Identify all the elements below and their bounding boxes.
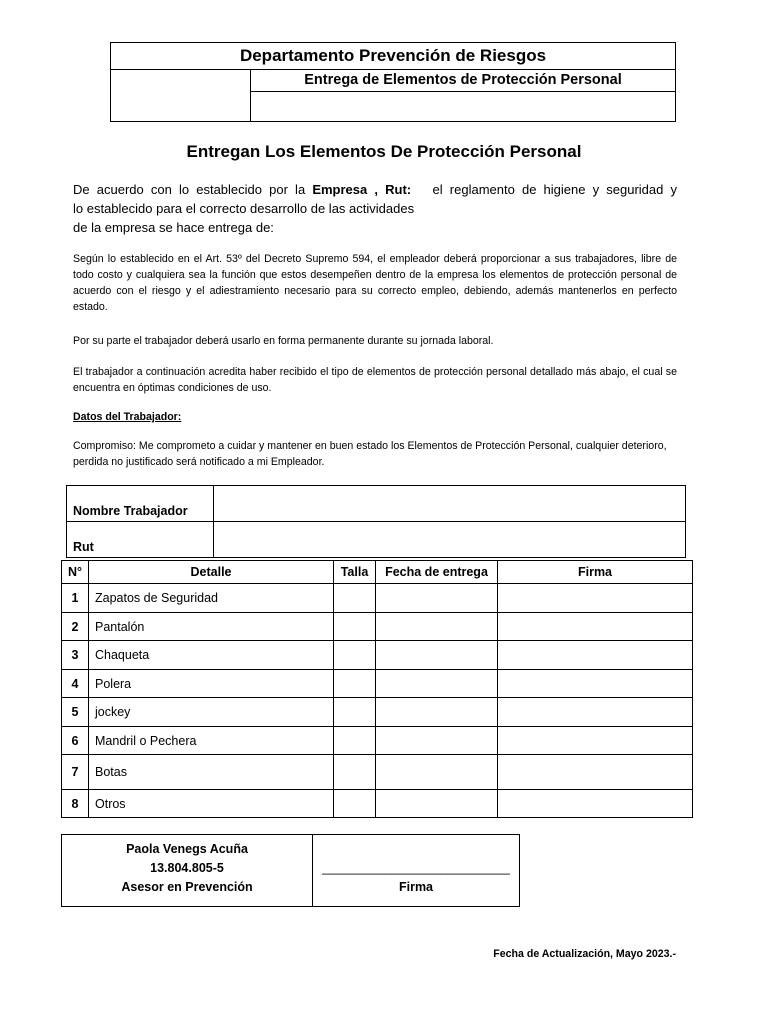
worker-name-label: Nombre Trabajador [67,486,214,522]
table-row [62,613,693,641]
row-signature-cell[interactable] [498,755,693,790]
table-row [62,727,693,755]
row-signature-cell[interactable] [498,727,693,755]
row-detail: Mandril o Pechera [89,727,334,755]
advisor-role: Asesor en Prevención [121,880,253,894]
row-date-cell[interactable] [376,790,498,818]
row-size-cell[interactable] [334,698,376,727]
col-size: Talla [334,561,376,584]
table-row [62,755,693,790]
row-number: 1 [62,584,89,613]
signature-line: ___________________________ [322,861,510,875]
row-size-cell[interactable] [334,584,376,613]
col-number: N° [62,561,89,584]
advisor-cell [62,835,313,907]
row-date-cell[interactable] [376,641,498,670]
col-signature: Firma [498,561,693,584]
row-detail: Botas [89,755,334,790]
row-detail: Otros [89,790,334,818]
row-signature-cell[interactable] [498,584,693,613]
row-size-cell[interactable] [334,641,376,670]
row-number: 8 [62,790,89,818]
legal-paragraph: Según lo establecido en el Art. 53º del Decreto Supremo 594, el empleador deberá proporcionar a sus trabajadores, libre de todo costo y cualquiera sea la función que estos desempeñen dentro de la empresa los elementos de protección personal de acuerdo con el riesgo y el adiestramiento necesario para su correcto empleo, debiendo, además mantenerlos en perfecto estado. [73,253,677,313]
items-header-row [62,561,693,584]
table-row [62,584,693,613]
row-size-cell[interactable] [334,670,376,698]
table-row [62,790,693,818]
intro-part2b: lo establecido para el correcto desarrollo de las actividades [73,201,415,216]
row-signature-cell[interactable] [498,670,693,698]
row-number: 6 [62,727,89,755]
row-detail: Chaqueta [89,641,334,670]
datos-heading: Datos del Trabajador: [73,411,182,423]
signature-table [61,834,520,907]
header-box [110,42,676,122]
department-title: Departamento Prevención de Riesgos [111,43,675,70]
signature-cell[interactable] [313,835,520,907]
table-row [62,641,693,670]
acknowledge-paragraph: El trabajador a continuación acredita haber recibido el tipo de elementos de protección personal detallado más abajo, el cual se encuentra en óptimas condiciones de uso. [73,366,677,394]
document-subtitle: Entrega de Elementos de Protección Personal [251,69,675,92]
intro-part2a: el reglamento de higiene y seguridad y [432,182,677,197]
worker-rut-field[interactable] [214,522,686,558]
row-date-cell[interactable] [376,755,498,790]
row-number: 3 [62,641,89,670]
row-size-cell[interactable] [334,727,376,755]
row-date-cell[interactable] [376,698,498,727]
worker-table [66,485,686,558]
row-detail: Polera [89,670,334,698]
row-number: 4 [62,670,89,698]
row-number: 5 [62,698,89,727]
row-signature-cell[interactable] [498,790,693,818]
page-title: Entregan Los Elementos De Protección Personal [186,142,582,161]
row-signature-cell[interactable] [498,641,693,670]
table-row [62,670,693,698]
row-size-cell[interactable] [334,613,376,641]
update-date: Fecha de Actualización, Mayo 2023.- [493,948,676,960]
row-date-cell[interactable] [376,613,498,641]
row-date-cell[interactable] [376,727,498,755]
intro-paragraph [73,180,677,237]
usage-paragraph: Por su parte el trabajador deberá usarlo en forma permanente durante su jornada laboral. [73,335,494,347]
row-date-cell[interactable] [376,670,498,698]
col-detail: Detalle [89,561,334,584]
intro-line3: de la empresa se hace entrega de: [73,220,274,235]
commitment-paragraph: Compromiso: Me comprometo a cuidar y mantener en buen estado los Elementos de Protección Personal, cualquier deterioro, perdida no justificado será notificado a mi Empleador. [73,440,667,468]
row-signature-cell[interactable] [498,613,693,641]
advisor-name: Paola Venegs Acuña [126,842,248,856]
logo-cell [111,69,251,122]
row-detail: Zapatos de Seguridad [89,584,334,613]
worker-name-field[interactable] [214,486,686,522]
table-row [62,698,693,727]
row-signature-cell[interactable] [498,698,693,727]
row-detail: jockey [89,698,334,727]
empresa-label: Empresa , Rut: [312,182,412,197]
row-size-cell[interactable] [334,755,376,790]
row-number: 2 [62,613,89,641]
worker-rut-label: Rut [67,522,214,558]
signature-label: Firma [398,880,434,894]
col-date: Fecha de entrega [376,561,498,584]
worker-rut-row [67,522,686,558]
row-date-cell[interactable] [376,584,498,613]
worker-name-row [67,486,686,522]
advisor-rut: 13.804.805-5 [150,861,224,875]
row-size-cell[interactable] [334,790,376,818]
intro-part1: De acuerdo con lo establecido por la [73,182,313,197]
row-number: 7 [62,755,89,790]
items-table [61,560,693,818]
row-detail: Pantalón [89,613,334,641]
